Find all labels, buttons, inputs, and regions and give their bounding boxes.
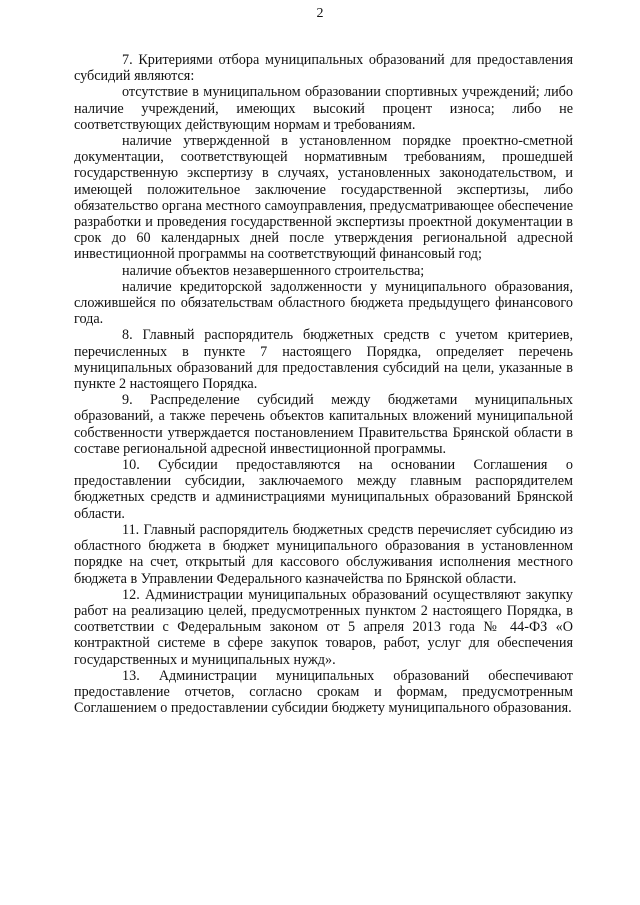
page-number: 2 [316,6,324,21]
paragraph-12: 12. Администрации муниципальных образований осуществляют закупку работ на реализацию целей, предусмотренных пунктом 2 настоящего Порядка, в соответствии с Федеральным законом от 5 апреля 2013 года № 44-ФЗ «О контрактной системе в сфере закупок товаров, работ, услуг для обеспечения государственных и муниципальных нужд». [74,586,573,668]
paragraph-10: 10. Субсидии предоставляются на основании Соглашения о предоставлении субсидии, заключаемого между главным распорядителем бюджетных средств и администрациями муниципальных образований Брянской области. [74,457,573,522]
paragraph-criterion-unfinished-construction: наличие объектов незавершенного строительства; [122,262,425,279]
paragraph-13: 13. Администрации муниципальных образований обеспечивают предоставление отчетов, согласно срокам и формам, предусмотренным Соглашением о предоставлении субсидии бюджету муниципального образования. [74,667,573,717]
paragraph-criterion-project-documentation: наличие утвержденной в установленном порядке проектно-сметной документации, соответствующей нормативным требованиям, прошедшей государственную экспертизу в случаях, установленных законодательством, и имеющей положительное заключение государственной экспертизы, либо обязательство органа местного самоуправления, предусматривающее обеспечение разработки и проведения государственной экспертизы проектной документации в срок до 60 календарных дней после утверждения региональной адресной инвестиционной программы на соответствующий финансовый год; [74,133,573,263]
paragraph-11: 11. Главный распорядитель бюджетных средств перечисляет субсидию из областного бюджета в бюджет муниципального образования в установленном порядке на счет, открытый для кассового обслуживания исполнения местного бюджета в Управлении Федерального казначейства по Брянской области. [74,521,573,587]
paragraph-7-criteria: 7. Критериями отбора муниципальных образований для предоставления субсидий являются: [74,52,573,85]
paragraph-criterion-sports-facilities: отсутствие в муниципальном образовании спортивных учреждений; либо наличие учреждений, имеющих высокий процент износа; либо не соответствующих действующим нормам и требованиям. [74,84,573,133]
paragraph-criterion-accounts-payable: наличие кредиторской задолженности у муниципального образования, сложившейся по обязательствам областного бюджета предыдущего финансового года. [74,278,573,328]
paragraph-9: 9. Распределение субсидий между бюджетами муниципальных образований, а также перечень объектов капитальных вложений муниципальной собственности утверждается постановлением Правительства Брянской области в составе региональной адресной инвестиционной программы. [74,392,573,457]
paragraph-8: 8. Главный распорядитель бюджетных средств с учетом критериев, перечисленных в пункте 7 настоящего Порядка, определяет перечень муниципальных образований для предоставления субсидий на цели, указанные в пункте 2 настоящего Порядка. [74,327,573,393]
document-body [74,52,573,716]
